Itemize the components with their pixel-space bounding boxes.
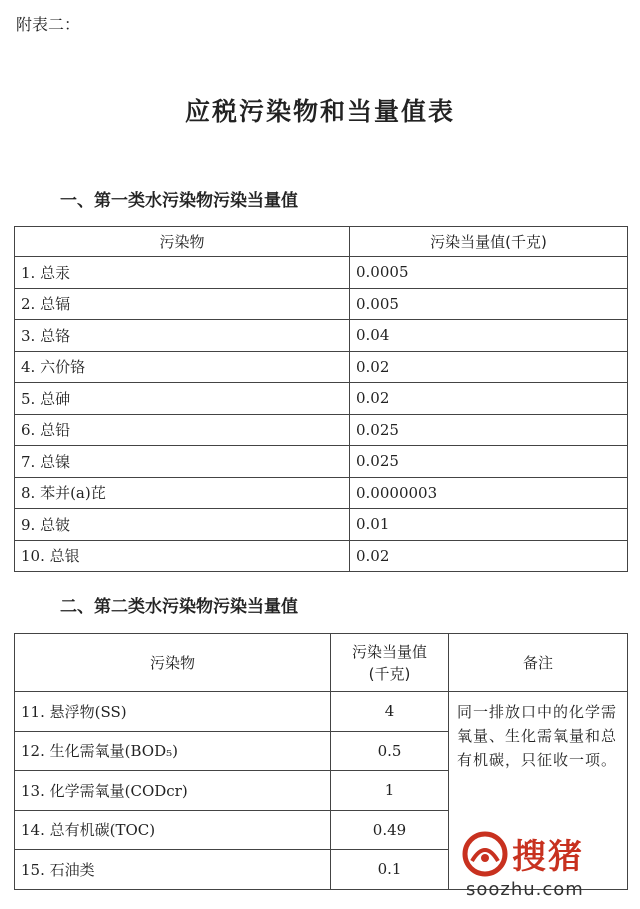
watermark: [462, 829, 632, 903]
equivalent-value-column-header: 污染当量值(千克): [350, 227, 628, 257]
table-row: [15, 257, 628, 289]
pollutant-name: 14. 总有机碳(TOC): [15, 810, 331, 850]
pollutant-name: 4. 六价铬: [15, 351, 350, 383]
watermark-domain: soozhu.com: [466, 879, 584, 900]
pollutant-name: 3. 总铬: [15, 320, 350, 352]
table-header-row: [15, 634, 628, 692]
table-row: [15, 383, 628, 415]
pollutant-name: 12. 生化需氧量(BOD₅): [15, 731, 331, 771]
class1-pollutant-table: [14, 226, 628, 572]
document-title: 应税污染物和当量值表: [184, 97, 455, 126]
table-row: [15, 320, 628, 352]
equivalent-value: 4: [331, 692, 449, 732]
soozhu-logo-icon: [462, 831, 508, 877]
section1-heading: 一、第一类水污染物污染当量值: [60, 191, 298, 211]
table-row: [15, 288, 628, 320]
table-row: [15, 540, 628, 572]
pollutant-column-header: 污染物: [15, 227, 350, 257]
equivalent-value: 0.49: [331, 810, 449, 850]
table-row: [15, 692, 628, 732]
equivalent-value: 0.01: [350, 509, 628, 541]
equivalent-value: 0.025: [350, 414, 628, 446]
section2-heading: 二、第二类水污染物污染当量值: [60, 597, 298, 617]
pollutant-name: 5. 总砷: [15, 383, 350, 415]
equivalent-value: 0.02: [350, 383, 628, 415]
equivalent-value: 0.005: [350, 288, 628, 320]
pollutant-name: 10. 总银: [15, 540, 350, 572]
watermark-brand-name: 搜猪: [512, 837, 584, 877]
remark-cell: 同一排放口中的化学需氧量、生化需氧量和总有机碳，只征收一项。: [449, 692, 628, 890]
equivalent-value: 0.1: [331, 850, 449, 890]
table-row: [15, 446, 628, 478]
pollutant-name: 13. 化学需氧量(CODcr): [15, 771, 331, 811]
remark-column-header: 备注: [449, 634, 628, 692]
pollutant-name: 15. 石油类: [15, 850, 331, 890]
header-line: 污染当量值: [351, 642, 427, 661]
attachment-label: 附表二：: [16, 15, 81, 34]
equivalent-value: 0.0005: [350, 257, 628, 289]
pollutant-name: 1. 总汞: [15, 257, 350, 289]
pollutant-name: 7. 总镍: [15, 446, 350, 478]
equivalent-value: 0.02: [350, 351, 628, 383]
equivalent-value: 1: [331, 771, 449, 811]
header-unit: (千克): [368, 664, 411, 683]
table-row: [15, 477, 628, 509]
equivalent-value: 0.5: [331, 731, 449, 771]
pollutant-name: 9. 总铍: [15, 509, 350, 541]
equivalent-value: 0.0000003: [350, 477, 628, 509]
equivalent-value: 0.02: [350, 540, 628, 572]
equivalent-value-column-header: [331, 634, 449, 692]
equivalent-value: 0.025: [350, 446, 628, 478]
table-header-row: [15, 227, 628, 257]
table-row: [15, 351, 628, 383]
table-row: [15, 414, 628, 446]
pollutant-name: 11. 悬浮物(SS): [15, 692, 331, 732]
table-row: [15, 509, 628, 541]
pollutant-column-header: 污染物: [15, 634, 331, 692]
pollutant-name: 2. 总镉: [15, 288, 350, 320]
pollutant-name: 6. 总铅: [15, 414, 350, 446]
pollutant-name: 8. 苯并(a)芘: [15, 477, 350, 509]
equivalent-value: 0.04: [350, 320, 628, 352]
